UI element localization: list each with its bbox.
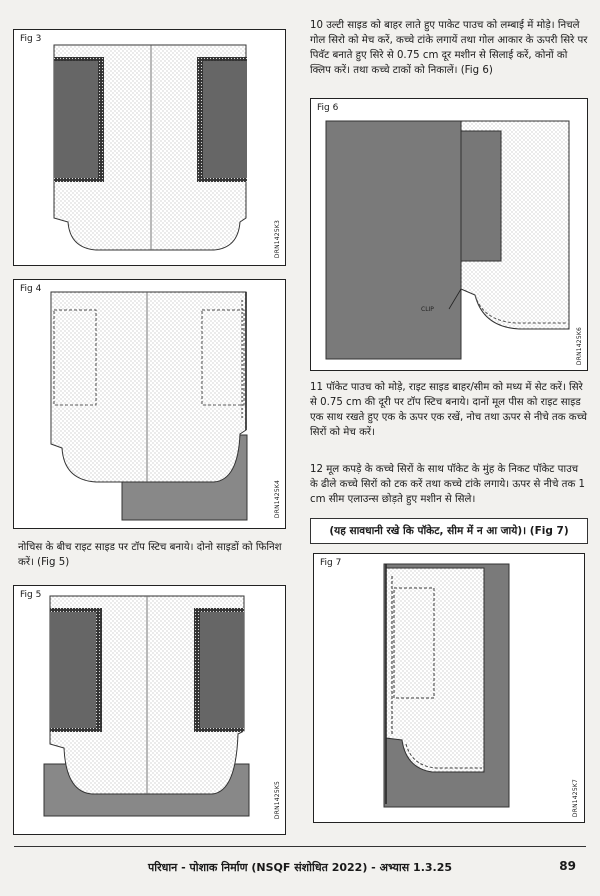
figure-3	[13, 29, 286, 266]
figure-4	[13, 279, 286, 529]
page-number: 89	[559, 859, 576, 873]
step-9-continuation: नोचिस के बीच राइट साइड पर टॉप स्टिच बनाये। दोनो साइडों को फिनिश करें। (Fig 5)	[18, 542, 282, 568]
fig4-drawing	[14, 280, 287, 530]
pocket-panel	[459, 131, 501, 261]
main-piece	[326, 121, 461, 359]
step-11: 11 पॉकेट पाउच को मोड़े, राइट साइड बाहर/सीम को मध्य में सेट करें। सिरे से 0.75 cm की दूरी पर टॉप स्टिच बनाये। दानों मूल पीस को राइट साइड एक साथ रखते हुए एक के ऊपर एक रखें, नोच तथा ऊपर से नीचे तक कच्चे सिरों को मेच करें।	[310, 382, 587, 438]
drawing-code: DRN1425K5	[274, 781, 281, 820]
fig6-drawing	[311, 99, 589, 372]
garment-body	[51, 292, 246, 482]
step-12: 12 मूल कपड़े के कच्चे सिरों के साथ पॉकेट के मुंह के निकट पॉकेट पाउच के ढीले कच्चे सिरों को टक करें तथा कच्चे टांके लगाये। ऊपर से नीचे तक 1 cm सीम एलाउन्स छोड़ते हुए मशीन से सिले।	[310, 464, 586, 505]
footer-title: परिधान - पोशाक निर्माण (NSQF संशोधित 2022) - अभ्यास 1.3.25	[147, 861, 453, 874]
figure-label: Fig 6	[317, 103, 339, 113]
figure-label: Fig 5	[20, 590, 42, 600]
figure-label: Fig 7	[320, 558, 342, 568]
drawing-code: DRN1425K3	[274, 220, 281, 259]
footer-divider	[14, 846, 586, 847]
figure-label: Fig 3	[20, 34, 42, 44]
figure-7	[313, 553, 585, 823]
drawing-code: DRN1425K4	[274, 480, 281, 519]
step-10: 10 उल्टी साइड को बाहर लाते हुए पाकेट पाउच को लम्बाई में मोड़े। निचले गोल सिरो को मेच करें, कच्चे टांके लगायें तथा गोल आकार के ऊपरी सिरे पर पिवॅट बनाते हुए सिरे से 0.75 cm दूर मशीन से सिलाई करें, कोनों को क्लिप करें। तथा कच्चे टाकों को निकालें। (Fig 6)	[310, 20, 588, 76]
fig5-drawing	[14, 586, 287, 836]
drawing-code: DRN1425K7	[572, 779, 579, 818]
figure-5	[13, 585, 286, 835]
figure-6	[310, 98, 588, 371]
figure-label: Fig 4	[20, 284, 42, 294]
clip-label: CLIP	[421, 306, 434, 313]
drawing-code: DRN1425K6	[576, 327, 583, 366]
fig3-drawing	[14, 30, 287, 267]
caution-note: (यह सावधानी रखे कि पॉकेट, सीम में न आ जाये)। (Fig 7)	[310, 518, 588, 544]
fig7-drawing	[314, 554, 586, 824]
